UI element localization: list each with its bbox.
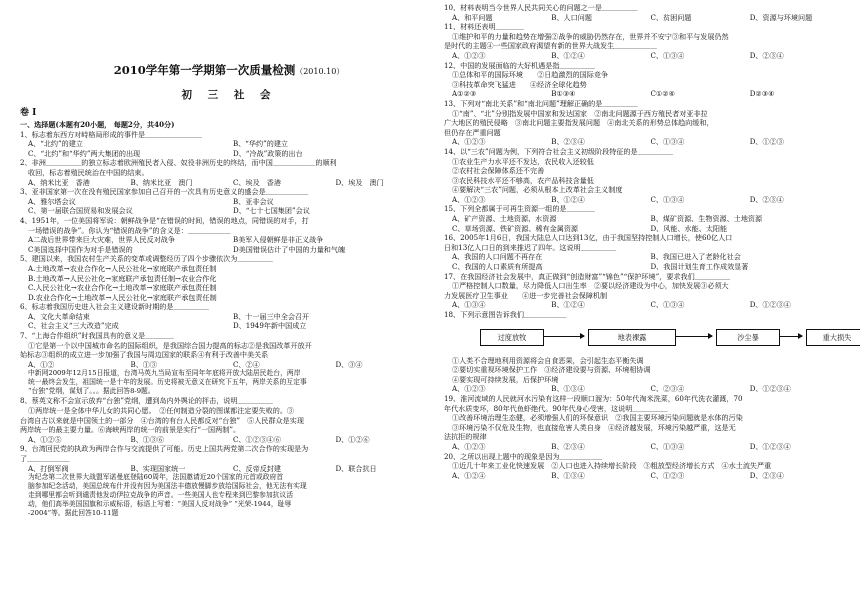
exam-title: 2010学年第一学期第一次质量检测（2010.10）: [113, 63, 345, 77]
left-column: [20, 0, 438, 518]
question-15: 15、下列全都属于可再生资源一组的是＿＿＿＿ A、矿产资源、土地资源、水资源 B、煤矿资源、生物资源、土地资源 C、草场资源、铁矿资源、稀有金属资源 D、风能、水能、太阳能: [444, 204, 849, 233]
option: C、①③④: [650, 137, 685, 147]
option: C、草场资源、铁矿资源、稀有金属资源: [452, 223, 579, 233]
option: C、①③④: [650, 194, 685, 204]
flow-box-heavy-loss: 重大损失: [806, 329, 860, 346]
option: D、①②③④: [749, 441, 791, 451]
option: C、反帝反封建: [233, 463, 281, 473]
option: C.人民公社化→农业合作化→土地改革→家庭联产承包责任制: [28, 283, 217, 293]
option: C、第一届联合国贸易和发展会议: [28, 206, 133, 216]
option: C、①③④: [650, 50, 685, 60]
option: D、②③④: [749, 50, 784, 60]
question-12: 12、中国的发展面临的大好机遇是指＿＿＿＿＿ ①总体和平的国际环境 ②日趋激烈的国际竞争 ③科技革命突飞猛进 ④经济全球化趋势 A①②③ B①③④ C①②④ D②③④: [444, 61, 849, 99]
option: B、①③④: [551, 470, 585, 480]
option: C、贫困问题: [650, 12, 692, 22]
option: C、“北约”和“华约”两大集团的出现: [28, 148, 141, 158]
option: A、纳米比亚 香港: [28, 177, 90, 187]
option: A、①③④: [452, 300, 486, 310]
option: B、煤矿资源、生物资源、土地资源: [650, 214, 763, 224]
flow-diagram: [480, 323, 852, 353]
flow-arrow: [676, 336, 712, 337]
option: B、亚非会议: [233, 196, 274, 206]
option: A、我国的人口问题不再存在: [452, 252, 543, 262]
option: A、①②: [28, 359, 55, 369]
option: B、十一届三中全会召开: [233, 311, 310, 321]
option: B、“华约”的建立: [233, 139, 289, 149]
option: D、我国计划生育工作成效显著: [650, 262, 749, 272]
question-11: 11、材料还表明＿＿＿＿ ①维护和平的力量和趋势在增强②战争的威胁仍然存在，世界并不安宁③和平与发展仍然 是时代的主题④一些国家政府渴望有新的世界大战发生＿＿＿＿＿＿ A、①②③ B、①②④ C、①③④ D、②③④: [444, 22, 849, 60]
option: B、①③: [130, 359, 157, 369]
question-20: 20、之所以出现上题中的现象是因为＿＿＿＿＿＿ ①近几十年来工业化快速发展 ②人口也进入持续增长阶段 ③粗放型经济增长方式 ④水土流失严重 A、①②④ B、①③④ C、①②③ D、②③④: [444, 452, 849, 481]
option: C、社会主义“三大改造”完成: [28, 321, 119, 331]
option: B、②③④: [551, 137, 585, 147]
option: C①②④: [650, 89, 676, 99]
option: C美国选择中国作为对手是错误的: [28, 244, 133, 254]
option: C、②③④: [650, 384, 685, 394]
flow-box-sandstorm: 沙尘暴: [716, 329, 780, 346]
option: D、资源与环境问题: [749, 12, 813, 22]
option: D.农业合作化→土地改革→人民公社化→家庭联产承包责任制: [28, 292, 217, 302]
option: A①②③: [452, 89, 477, 99]
option: D②③④: [749, 89, 775, 99]
option: B、①②④: [551, 300, 585, 310]
option: A、①②③: [452, 384, 486, 394]
option: B、①③④: [551, 384, 585, 394]
option: B、②③④: [551, 441, 585, 451]
option: D、联合抗日: [335, 463, 377, 473]
section-heading: 一、选择题(本题有20小题， 每题2分，共40分): [20, 120, 175, 129]
option: D、埃及 澳门: [335, 177, 384, 187]
option: B、①③⑥: [130, 434, 165, 444]
flow-box-bare-surface: 地表裸露: [588, 329, 676, 346]
question-3: 3、亚非国家第一次在没有殖民国家参加自己召开的一次具有历史意义的盛会是＿＿＿＿＿＿ A、雅尔塔会议 B、亚非会议 C、第一届联合国贸易和发展会议 D、“七十七国集团”会议: [20, 187, 438, 216]
option: A、雅尔塔会议: [28, 196, 76, 206]
option: D、“七十七国集团”会议: [233, 206, 310, 216]
question-5: 5、建国以来，我国农村生产关系的变革或调整经历了四个步骤依次为＿＿＿＿＿ A.土地改革→农业合作化→人民公社化→家庭联产承包责任制 B.土地改革→人民公社化→家庭联产承包责任制→农业合作化 C.人民公社化→农业合作化→土地改革→家庭联产承包责任制 D.农业合作化→土地改革→人民公社化→家庭联产承包责任制: [20, 254, 438, 302]
option: B、人口问题: [551, 12, 592, 22]
question-10: 10、材料表明当今世界人民共同关心的问题之一是＿＿＿＿＿ A、和平问题 B、人口问题 C、贫困问题 D、资源与环境问题: [444, 3, 849, 22]
option: B、我国已进入了老龄化社会: [650, 252, 741, 262]
option: C、①②③: [650, 470, 685, 480]
question-8: 8、蔡英文称不会宣示放弃“台独”党纲，遭到岛内外舆论的抨击，说明＿＿＿＿＿ ①两岸统一是全体中华儿女的共同心愿。 ②任何制造分裂的图谋都注定要失败的。③ 台湾自古以来就是中国领土的一部分 ④台湾的有台人民都反对“台独” ⑤人民群众是实现 两岸统一的最主要力量。⑥海峡两岸的统一的前景是实行“一国两制”。 A、①②⑤ B、①③⑥ C、①②③④⑥ D、①②⑥: [20, 396, 438, 444]
option: D、①②⑥: [335, 434, 370, 444]
question-6: 6、标志着我国历史进入社会主义建设新时期的是＿＿＿＿＿ A、文化大革命结束 B、十一届三中全会召开 C、社会主义“三大改造”完成 D、1949年新中国成立: [20, 302, 438, 331]
question-14: 14、以“三农”问题为例，下列符合社会主义初级阶段特征的是＿＿＿＿＿ ①农业生产力水平还不发达，农民收入还较低 ②农村社会保障体系还不完善 ③农民科技水平还不够高，农产品科技含量低 ④要解决“三农”问题，必须从根本上改革社会主义制度 A、①②③ B、①②④ C、①③④ D、②③④: [444, 147, 849, 205]
option: A、①②③: [452, 50, 486, 60]
question-18: 18、下列示意图告诉我们＿＿＿＿＿＿ 过度放牧 地表裸露 沙尘暴 重大损失 ①人类不合理地利用资源将会自食恶果，会引起生态平衡失调 ②要切实重视环境保护工作 ③经济建设要与资源、环境相协调 ④要实现可持续发展，后保护环境 A、①②③ B、①③④ C、②③④ D、①②③④: [444, 310, 849, 394]
option: C、埃及 香港: [233, 177, 281, 187]
flow-arrow: [544, 336, 584, 337]
option: B.土地改革→人民公社化→家庭联产承包责任制→农业合作化: [28, 273, 217, 283]
option: C、①③④: [650, 300, 685, 310]
option: B、①②④: [551, 50, 585, 60]
option: B、实现国家统一: [130, 463, 186, 473]
option: D、1949年新中国成立: [233, 321, 307, 331]
question-19: 19、淮河流域的人民就河水污染有这样一段顺口溜为：50年代淘米洗菜，60年代洗衣灌溉，70 年代水质变坏，80年代鱼虾绝代。90年代身心受害，这说明＿＿＿＿＿ ①改善环境治理生态健，必须增强人们的环保意识 ②我国主要环境污染问题就是水体的污染 ③环境污染不仅危及生物，也直接危害人类自身 ④经济越发展，环境污染越严重，这是无 法抗拒的规律 A、①②③ B、②③④ C、①③④ D、①②③④: [444, 394, 849, 452]
option: B美军入侵朝鲜是非正义战争: [233, 235, 324, 245]
option: C、②④: [233, 359, 260, 369]
option: C、①③④: [650, 441, 685, 451]
option: C、我国的人口素质有所提高: [452, 262, 543, 272]
option: A、“北约”的建立: [28, 139, 83, 149]
option: A、文化大革命结束: [28, 311, 90, 321]
option: D、风能、水能、太阳能: [650, 223, 728, 233]
exam-subtitle: 初 三 社 会: [181, 89, 277, 101]
option: A、①②③: [452, 194, 486, 204]
option: A、①②④: [452, 470, 486, 480]
reading-passage-1: 中新网2009年12月15日报道，台湾马英九当局宣布至同年年底将开放大陆居民赴台，两岸 统一最终会发生，祖国统一是十年的发展。历史将被无意义在研究下五年，两岸关系的互定事 “台独”党纲，谋划了。。。据此回答8-9题。: [28, 369, 307, 396]
option: B①③④: [551, 89, 576, 99]
question-2: 2、非洲＿＿＿＿＿的独立标志着欧洲殖民者入侵、奴役非洲历史的终结，而中国＿＿＿＿＿＿的顺利 收回，标志着殖民统治在中国的结束。 A、纳米比亚 香港 B、纳米比亚 澳门 C、埃及 香港 D、埃及 澳门: [20, 158, 438, 187]
option: D、②③④: [749, 470, 784, 480]
option: D、①②③④: [749, 300, 791, 310]
flow-box-overgrazing: 过度放牧: [480, 329, 544, 346]
option: D、①②③④: [749, 384, 791, 394]
option: B、纳米比亚 澳门: [130, 177, 193, 187]
option: A.土地改革→农业合作化→人民公社化→家庭联产承包责任制: [28, 263, 217, 273]
question-1: 1、标志着东西方对峙格局形成的事件是＿＿＿＿＿＿＿＿ A、“北约”的建立 B、“华约”的建立 C、“北约”和“华约”两大集团的出现 D、“冷战”政策的出台: [20, 130, 438, 159]
option: A、①②③: [452, 441, 486, 451]
option: A、①②③: [452, 137, 486, 147]
option: A二战后世界带来巨大灾难，世界人民反对战争: [28, 235, 175, 245]
flow-arrow: [780, 336, 802, 337]
exam-date: （2010.10）: [295, 67, 345, 76]
option: D美国错误估计了中国的力量和气魄: [233, 244, 346, 254]
question-9: 9、台湾回民党的执政为两岸合作与交流提供了可能。历史上国共两党第二次合作的实现是为 了＿＿＿＿＿＿ A、打倒军阀 B、实现国家统一 C、反帝反封建 D、联合抗日: [20, 444, 438, 473]
option: A、打倒军阀: [28, 463, 69, 473]
option: B、①②④: [551, 194, 585, 204]
reading-passage-2: 为纪念第二次世界大战盟军诺曼底登陆60周年，法国邀请近20个国家的元首或政府首 脑参加纪念活动，美国总统布什并没有因为美国法丰德放慢脚步放给国际社会，他无法有实现 走到哪里都会听到谴责他发动伊拉克战争的声音。一些美国人也专程来到巴黎参加抗议活 动，他们高举美国国旗和示威标语，标语上写着：“美国人反对战争” “光荣-1944，耻辱 -2004”等。据此回答10-11题: [28, 473, 307, 518]
right-column: [444, 3, 852, 480]
question-7: 7、“上海合作组织”时我国具有的意义是＿＿＿＿ ①它是第一个以中国城市命名的国际组织，是我国综合国力提高的标志②是我国改革开放开 始标志③组织的成立进一步加强了我国与周边国家的联系④有利于改善中美关系 A、①② B、①③ C、②④ D、③④: [20, 331, 438, 369]
option: D、①②③: [749, 137, 784, 147]
question-13: 13、下列对“南北关系”和“南北问题”理解正确的是＿＿＿＿＿ ①“南”、“北”分别指发展中国家和发达国家 ②南北问题源于西方殖民者对亚非拉 广大地区的殖民侵略 ③南北问题主要指发展问题 ④南北关系的形势总体趋向缓和， 但仍存在严重问题 A、①②③ B、②③④ C、①③④ D、①②③: [444, 99, 849, 147]
paper-label: 卷 Ⅰ: [20, 108, 37, 118]
option: A、矿产资源、土地资源、水资源: [452, 214, 557, 224]
option: A、①②⑤: [28, 434, 62, 444]
option: D、②③④: [749, 194, 784, 204]
question-17: 17、在我国经济社会发展中，真正做到“创造财富”“锦色”“保护环境”，要求我们＿＿＿＿＿ ①严格控制人口数量，尽力降低人口出生率 ②要以经济建设为中心，加快发展③必须大 力发展医疗卫生事业 ④进一步完善社会保障机制 A、①③④ B、①②④ C、①③④ D、①②③④: [444, 272, 849, 310]
option: A、和平问题: [452, 12, 493, 22]
option: C、①②③④⑥: [233, 434, 281, 444]
question-4: 4、1951年，一位美国将军说：朝鲜战争是“在错误的时间，错误的地点，同错误的对手，打 一场错误的战争”。你认为“错误的战争”的含义是：＿＿＿＿＿＿ A二战后世界带来巨大灾难，世界人民反对战争 B美军入侵朝鲜是非正义战争 C美国选择中国作为对手是错误的 D美国错误估计了中国的力量和气魄: [20, 216, 438, 254]
option: D、③④: [335, 359, 363, 369]
option: D、“冷战”政策的出台: [233, 148, 303, 158]
question-16: 16、2005年1月6日，我国大陆总人口达到13亿，由于我国坚持控制人口增长，使60亿人口 日和13亿人口日的到来推迟了四年。这说明＿＿＿＿＿ A、我国的人口问题不再存在 B、我国已进入了老龄化社会 C、我国的人口素质有所提高 D、我国计划生育工作成效显著: [444, 233, 849, 271]
